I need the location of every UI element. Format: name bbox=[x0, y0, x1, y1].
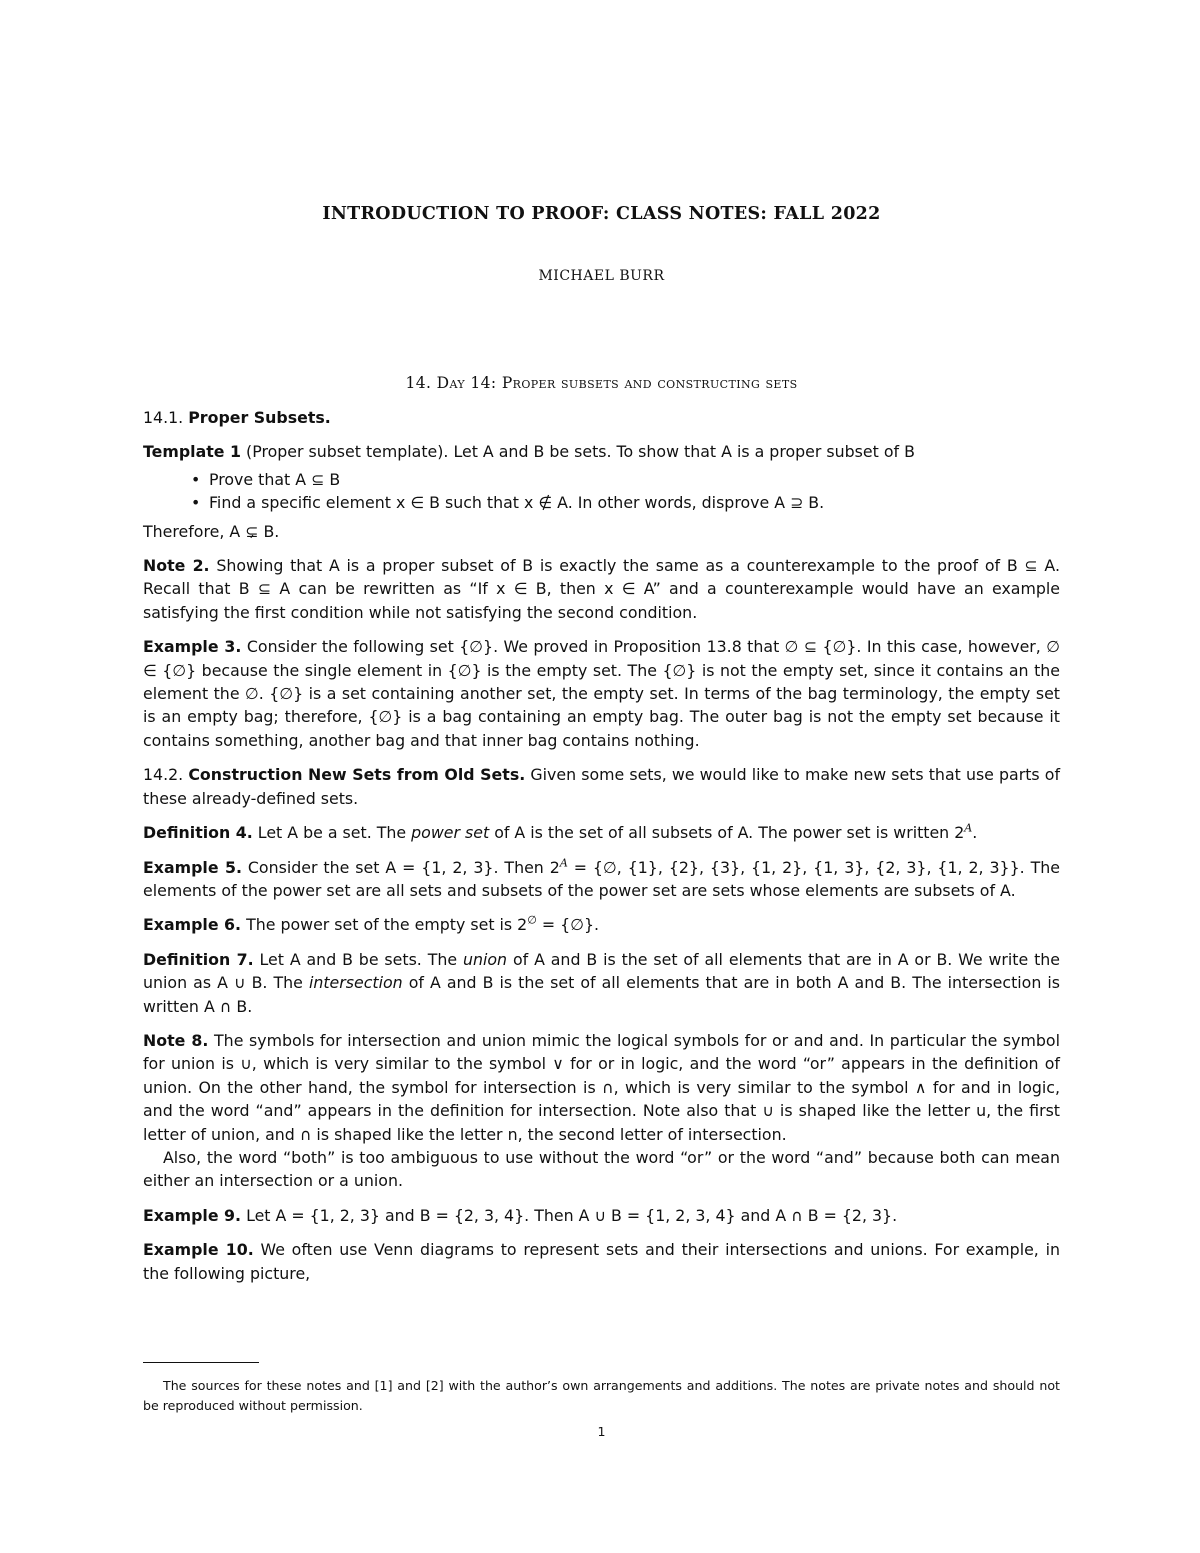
footnote-divider bbox=[143, 1362, 259, 1363]
definition-label: Definition 4. bbox=[143, 823, 253, 843]
example-5 bbox=[143, 856, 1060, 903]
note-text: Showing that A is a proper subset of B is exactly the same as a counterexample to the proof of B ⊆ A. Recall that B ⊆ A can be rewritten as “If x ∈ B, then x ∈ A” and a counterexample would have an example satisfying the first condition while not satisfying the second condition. bbox=[143, 556, 1060, 622]
example-text: The power set of the empty set is 2 bbox=[246, 915, 528, 935]
example-label: Example 5. bbox=[143, 857, 242, 877]
example-6 bbox=[143, 913, 1060, 936]
definition-4 bbox=[143, 821, 1060, 844]
example-label: Example 9. bbox=[143, 1205, 242, 1225]
example-text: We often use Venn diagrams to represent sets and their intersections and unions. For example, in the following picture, bbox=[143, 1240, 1060, 1283]
defined-term: union bbox=[462, 949, 508, 969]
example-3 bbox=[143, 635, 1060, 752]
subsection-2 bbox=[143, 763, 1060, 810]
superscript: ∅ bbox=[527, 914, 537, 928]
definition-text: . bbox=[972, 823, 978, 843]
defined-term: power set bbox=[411, 823, 490, 843]
superscript: A bbox=[964, 821, 973, 835]
note-8 bbox=[143, 1029, 1060, 1146]
document-page bbox=[143, 0, 1060, 1553]
template-text: (Proper subset template). Let A and B be sets. To show that A is a proper subset of B bbox=[246, 442, 915, 462]
definition-text: of A and B is the set of all elements that are in A or B. We write the union as A ∪ B. The bbox=[143, 949, 1060, 993]
note-label: Note 2. bbox=[143, 556, 210, 576]
definition-text: of A is the set of all subsets of A. The power set is written 2 bbox=[494, 823, 965, 843]
example-label: Example 3. bbox=[143, 637, 242, 657]
example-9 bbox=[143, 1204, 1060, 1227]
definition-7 bbox=[143, 948, 1060, 1018]
template-bullet-list bbox=[143, 468, 1060, 515]
example-text: = {∅, {1}, {2}, {3}, {1, 2}, {1, 3}, {2, 3}, {1, 2, 3}}. The elements of the power set are all sets and subsets of the power set are sets whose elements are subsets of A. bbox=[143, 857, 1061, 900]
example-text: Consider the set A = {1, 2, 3}. Then 2 bbox=[247, 857, 560, 877]
definition-text: of A and B is the set of all elements that are in both A and B. The intersection is written A ∩ B. bbox=[143, 973, 1061, 1016]
template-conclusion: Therefore, A ⊊ B. bbox=[143, 521, 280, 541]
definition-label: Definition 7. bbox=[143, 949, 254, 969]
subsection-number: 14.1. bbox=[143, 408, 184, 427]
note-text: The symbols for intersection and union mimic the logical symbols for or and and. In particular the symbol for union is ∪, which is very similar to the symbol ∨ for or in logic, and the word “or” appears in the definition of union. On the other hand, the symbol for intersection is ∩, which is very similar to the symbol ∧ for and in logic, and the word “and” appears in the definition for intersection. Note also that ∪ is shaped like the letter u, the first letter of union, and ∩ is shaped like the letter n, the second letter of intersection. bbox=[143, 1030, 1060, 1144]
definition-text: Let A be a set. The bbox=[257, 823, 407, 843]
section-heading: 14. Day 14: Proper subsets and constructing sets bbox=[405, 374, 798, 392]
footnote: The sources for these notes and [1] and [2] with the author’s own arrangements and additions. The notes are private notes and should not be reproduced without permission. bbox=[143, 1378, 1060, 1413]
subsection-number: 14.2. bbox=[143, 765, 184, 785]
example-text: = {∅}. bbox=[536, 915, 600, 935]
example-label: Example 6. bbox=[143, 915, 242, 935]
document-title: INTRODUCTION TO PROOF: CLASS NOTES: FALL 2022 bbox=[322, 204, 881, 224]
list-item: • Prove that A ⊆ B bbox=[209, 468, 1060, 491]
list-item: • Find a specific element x ∈ B such that x ∉ A. In other words, disprove A ⊇ B. bbox=[209, 491, 1060, 514]
note-2 bbox=[143, 554, 1060, 624]
template-label: Template 1 bbox=[143, 442, 241, 462]
definition-text: Let A and B be sets. The bbox=[259, 949, 458, 969]
example-text: Consider the following set {∅}. We proved in Proposition 13.8 that ∅ ⊆ {∅}. In this case, however, ∅ ∈ {∅} because the single element in {∅} is the empty set. The {∅} is not the empty set, since it contains an the element the ∅. {∅} is a set containing another set, the empty set. In terms of the bag terminology, the empty set is an empty bag; therefore, {∅} is a bag containing an empty bag. The outer bag is not the empty set because it contains something, another bag and that inner bag contains nothing. bbox=[143, 637, 1061, 750]
note-8-continuation: Also, the word “both” is too ambiguous to use without the word “or” or the word “and” because both can mean either an intersection or a union. bbox=[143, 1147, 1060, 1191]
template-block bbox=[143, 440, 1060, 463]
example-10 bbox=[143, 1238, 1060, 1285]
subsection-title: Construction New Sets from Old Sets. bbox=[188, 765, 526, 785]
example-label: Example 10. bbox=[143, 1240, 254, 1260]
note-label: Note 8. bbox=[143, 1030, 209, 1050]
author-name: MICHAEL BURR bbox=[538, 268, 665, 284]
subsection-title: Proper Subsets. bbox=[188, 408, 331, 427]
subsection-text: Given some sets, we would like to make new sets that use parts of these already-defined sets. bbox=[143, 765, 1061, 808]
subsection-heading bbox=[143, 406, 1060, 429]
page-number: 1 bbox=[597, 1424, 606, 1439]
example-text: Let A = {1, 2, 3} and B = {2, 3, 4}. Then A ∪ B = {1, 2, 3, 4} and A ∩ B = {2, 3}. bbox=[246, 1205, 898, 1225]
document-body bbox=[143, 406, 1060, 1296]
defined-term: intersection bbox=[308, 973, 403, 993]
superscript: A bbox=[559, 856, 568, 870]
